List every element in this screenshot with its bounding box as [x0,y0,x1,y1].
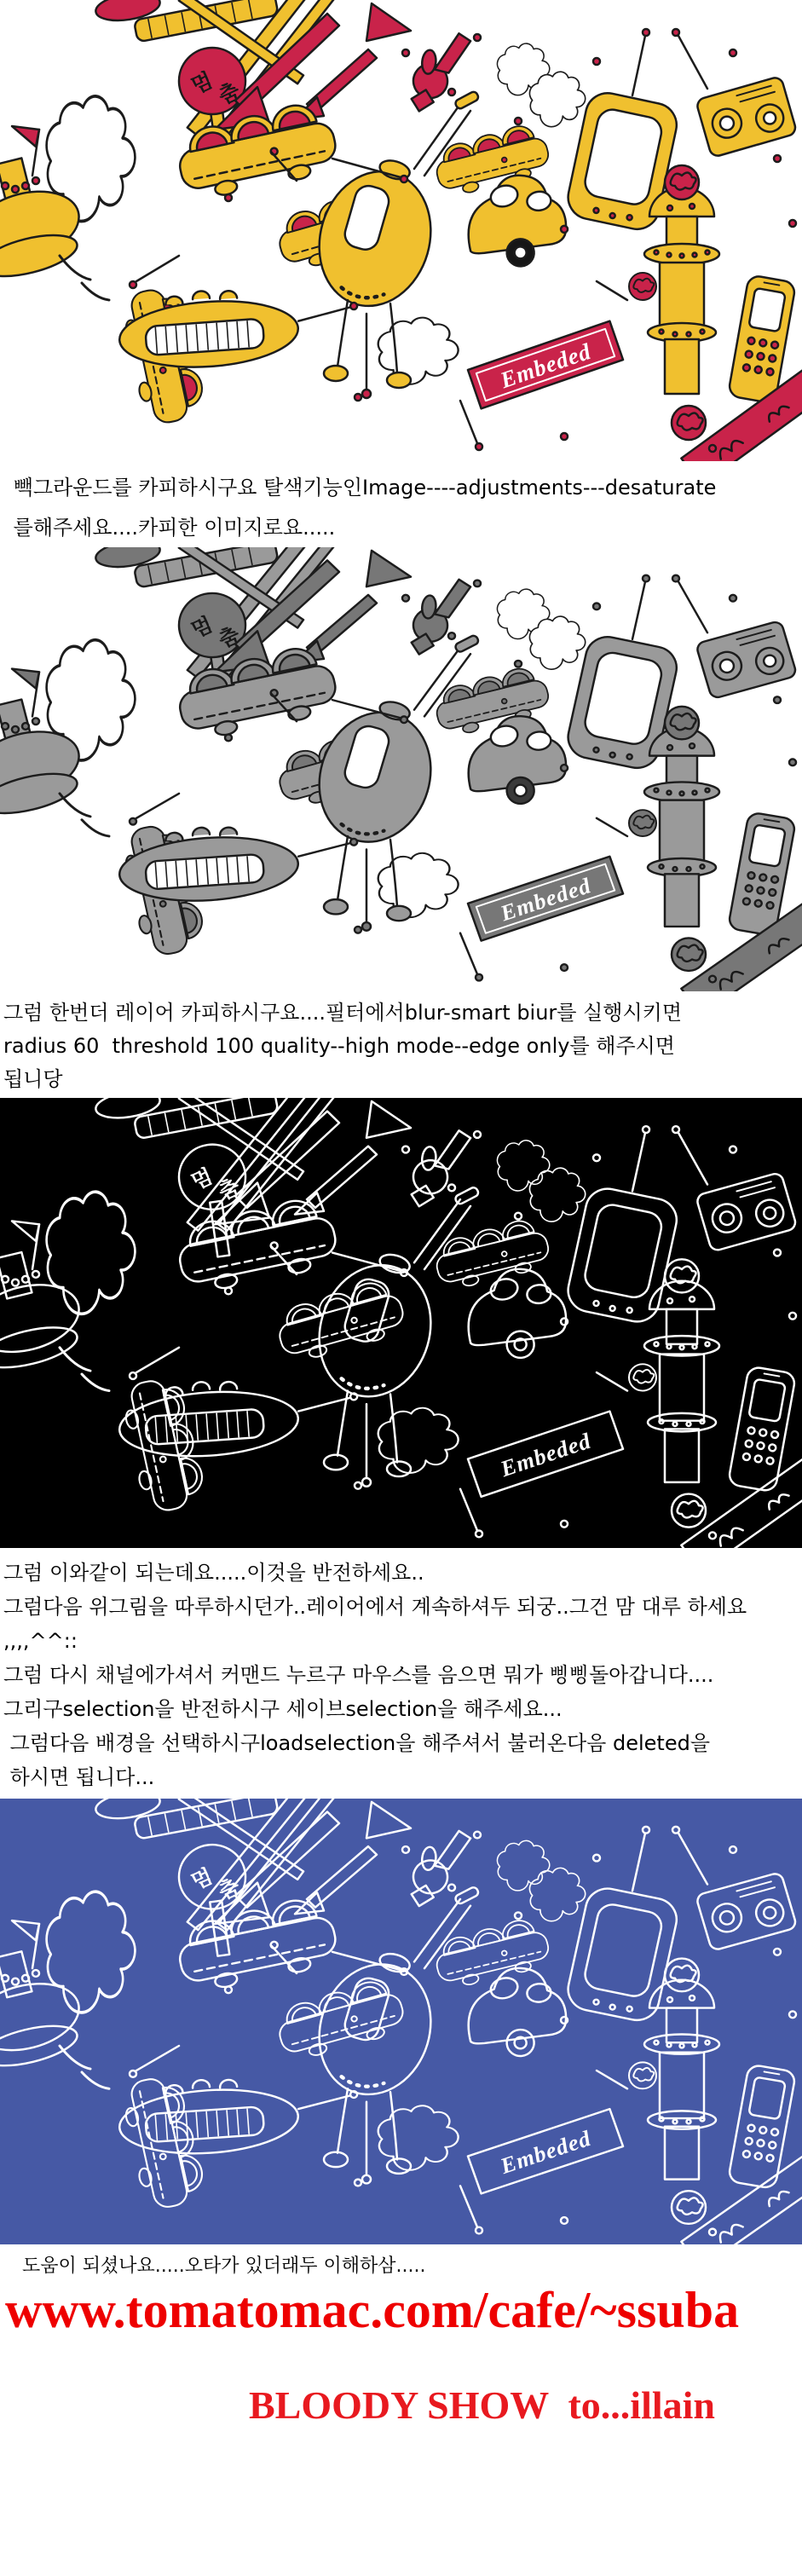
instruction-line: 빽그라운드를 카피하시구요 탈색기능인Image----adjustments---desaturate [7,476,717,500]
closing-line: 도움이 되셨나요.....오타가 있더래두 이해하삼..... [22,2255,426,2277]
instruction-line: radius 60 threshold 100 quality--high mode--edge only를 해주시면 [3,1034,675,1058]
site-url: www.tomatomac.com/cafe/~ssuba [5,2282,740,2338]
instruction-line: 를해주세요....카피한 이미지로요..... [7,516,336,540]
instruction-line: 하시면 됩니다... [3,1765,155,1789]
instruction-line: 그럼 한번더 레이어 카피하시구요....필터에서blur-smart biur를 실행시키면 [3,1001,683,1025]
instructions-step1 [0,461,802,547]
instruction-line: 그럼다음 배경을 선택하시구loadselection을 해주셔서 불러온다음 deleted을 [3,1731,711,1755]
instruction-line: 그럼 이와같이 되는데요.....이것을 반전하세요.. [3,1561,424,1585]
closing-note [0,2244,802,2280]
instructions-step3 [0,1548,802,1799]
instruction-line: 됩니당 [3,1067,63,1091]
instruction-line: ,,,,^^:: [3,1629,78,1653]
credit-text: BLOODY SHOW to...illain [249,2383,715,2427]
image-step3-smart-blur-edges [0,1098,802,1548]
instructions-step2 [0,991,802,1098]
image-step4-final-blue [0,1799,802,2244]
instruction-line: 그럼다음 위그림을 따루하시던가..레이어에서 계속하셔두 되궁..그건 맘 대루 하세요 [3,1595,747,1619]
instruction-line: 그리구selection을 반전하시구 세이브selection을 해주세요... [3,1697,563,1721]
instruction-line: 그럼 다시 채널에가셔서 커맨드 누르구 마우스를 음으면 뭐가 삥삥돌아갑니다.... [3,1663,714,1687]
image-step2-desaturated [0,547,802,991]
image-step1-original [0,0,802,461]
